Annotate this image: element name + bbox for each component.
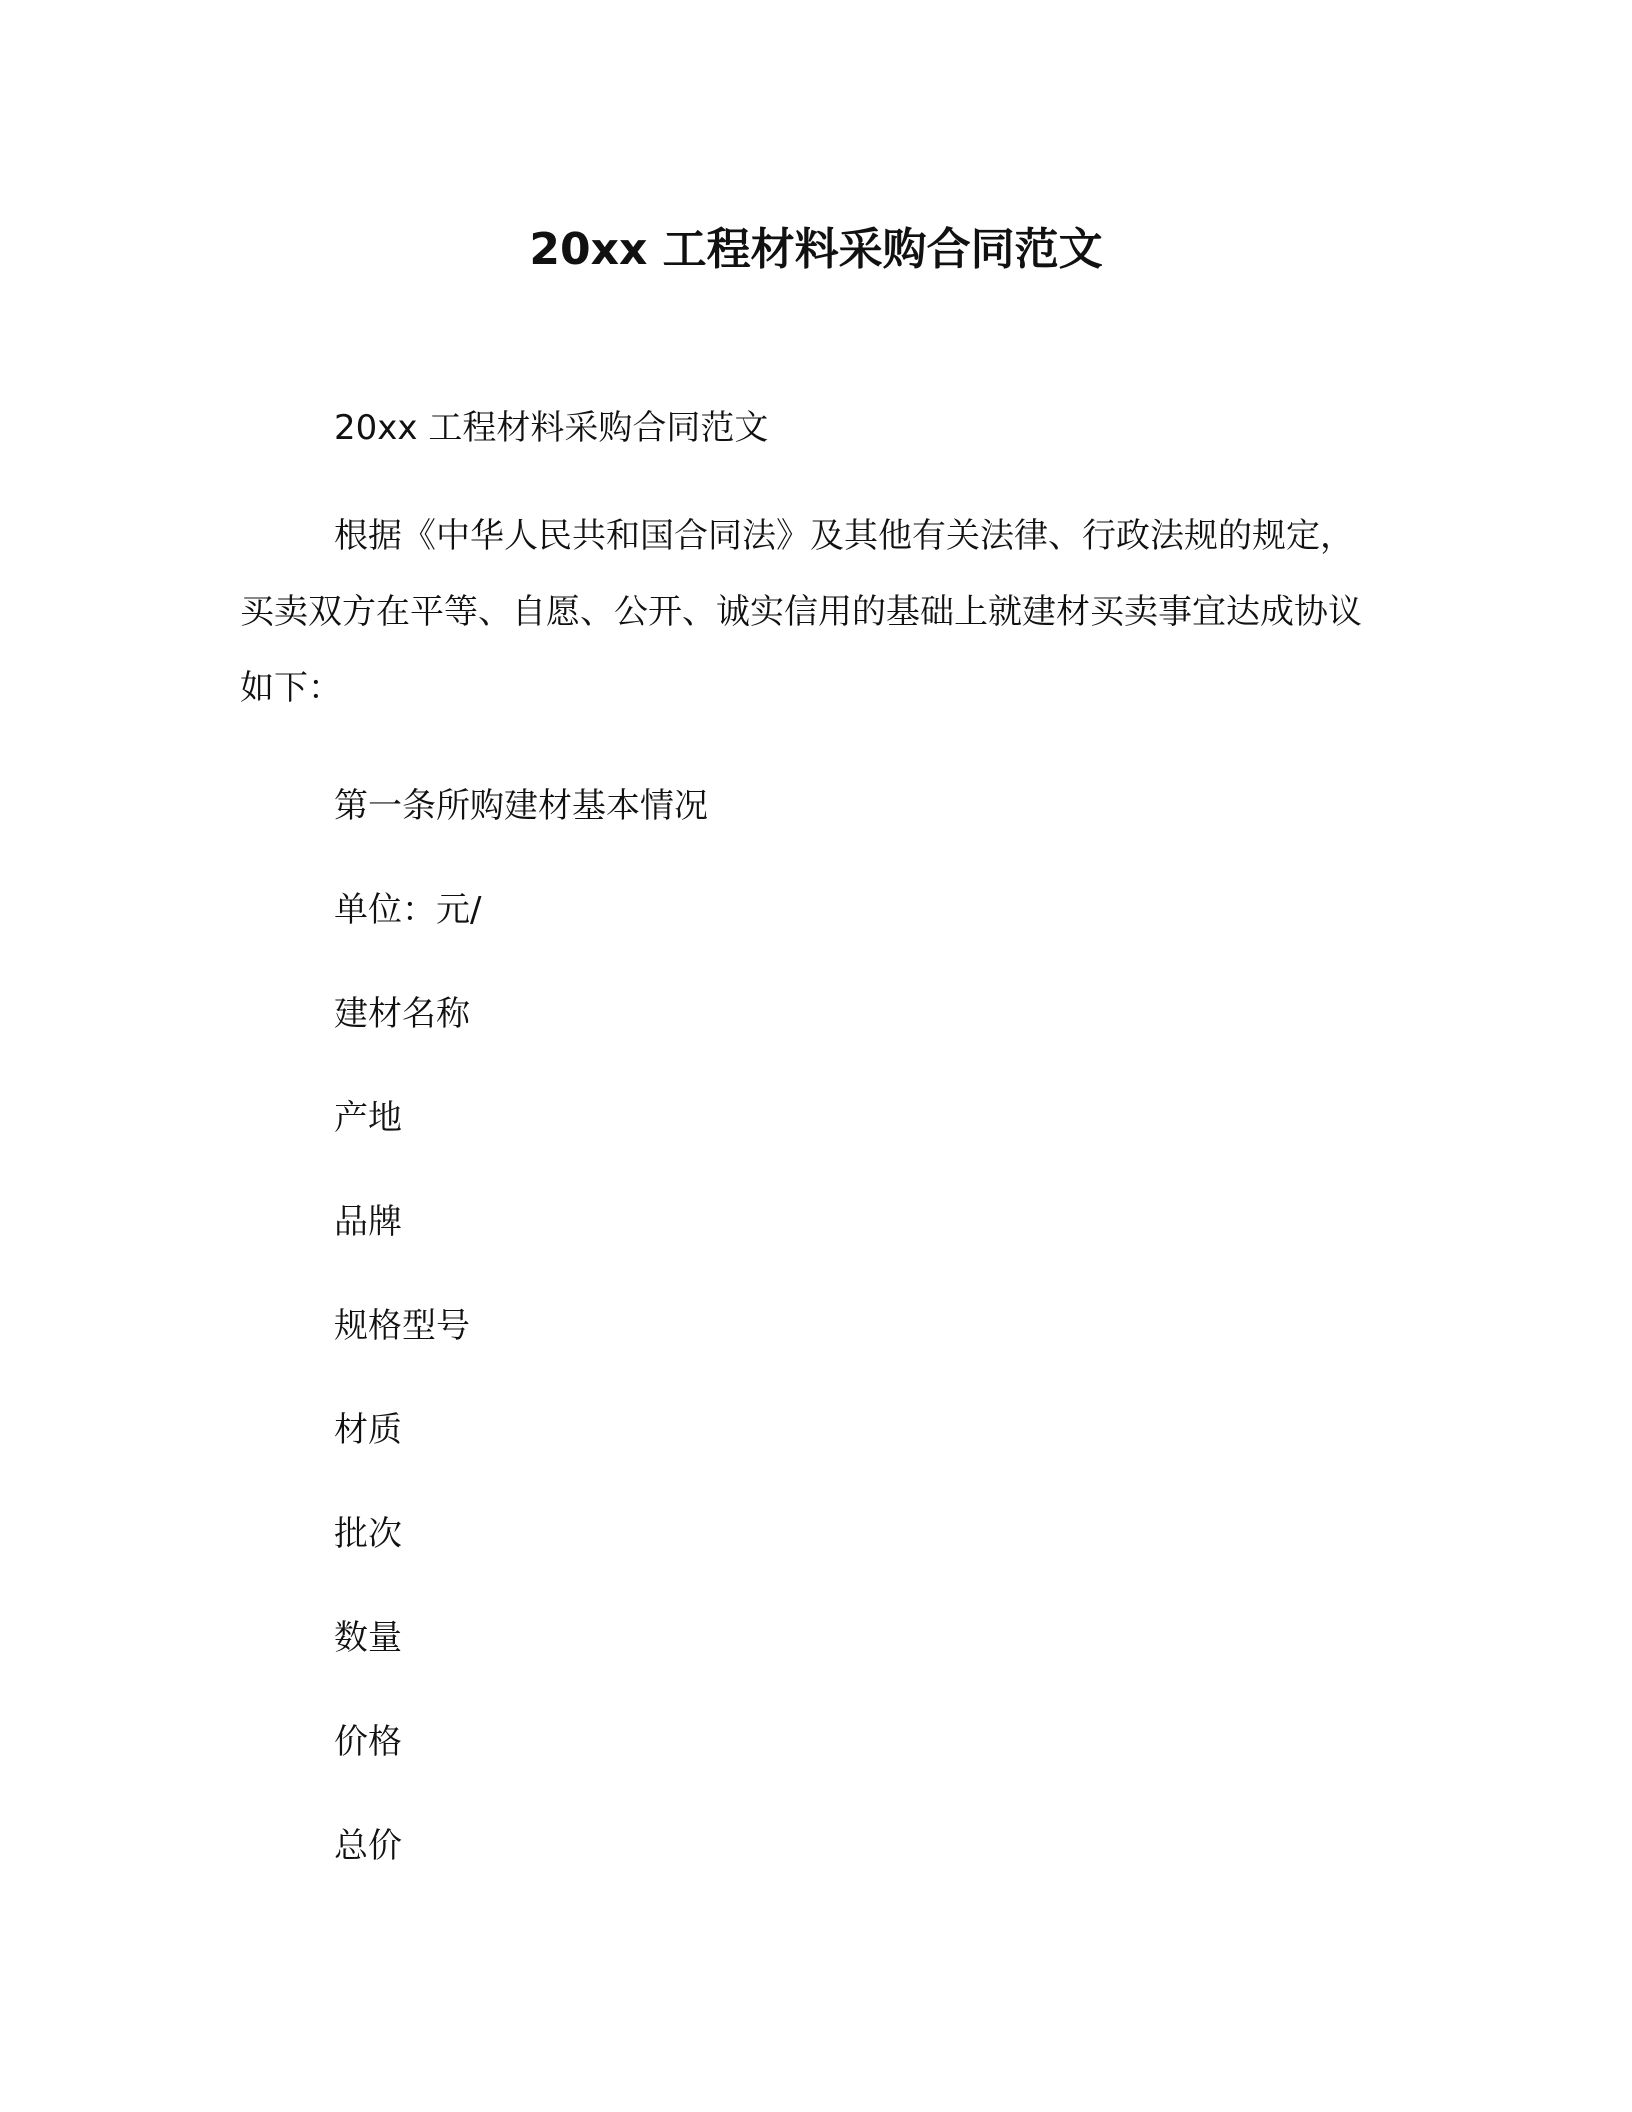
field-brand: 品牌	[334, 1202, 402, 1242]
field-price: 价格	[334, 1722, 402, 1762]
document-title: 20xx 工程材料采购合同范文	[529, 224, 1103, 275]
document-subtitle: 20xx 工程材料采购合同范文	[334, 408, 769, 448]
document-body	[240, 390, 1370, 1898]
field-origin: 产地	[334, 1098, 402, 1138]
intro-paragraph: 根据《中华人民共和国合同法》及其他有关法律、行政法规的规定，买卖双方在平等、自愿、公开、诚实信用的基础上就建材买卖事宜达成协议如下：	[240, 516, 1362, 708]
field-material-name: 建材名称	[334, 994, 470, 1034]
field-total-price: 总价	[334, 1826, 402, 1866]
unit-line: 单位：元/	[334, 890, 482, 930]
field-material-quality: 材质	[334, 1410, 402, 1450]
article-1-heading: 第一条所购建材基本情况	[334, 786, 708, 826]
field-batch: 批次	[334, 1514, 402, 1554]
field-quantity: 数量	[334, 1618, 402, 1658]
field-spec-model: 规格型号	[334, 1306, 470, 1346]
